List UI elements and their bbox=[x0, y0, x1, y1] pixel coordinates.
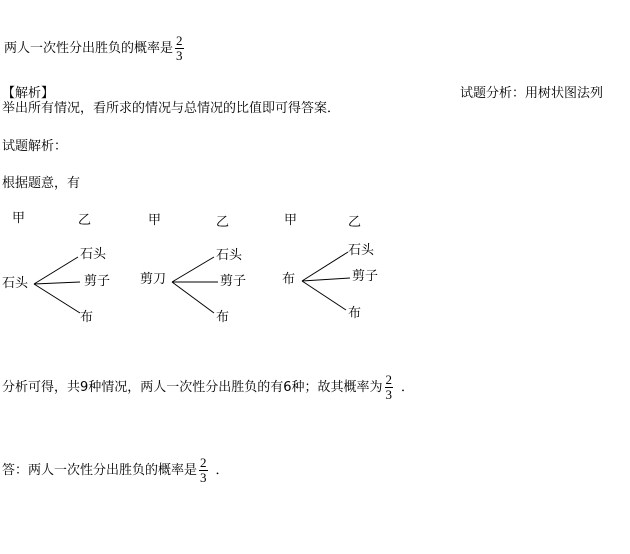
analysis-heading: 【解析】 bbox=[2, 86, 55, 101]
fraction-denominator: 3 bbox=[385, 387, 393, 402]
answer-line bbox=[2, 456, 229, 485]
tree-root: 布 bbox=[282, 272, 296, 287]
tree-branch bbox=[172, 282, 214, 313]
tree-branch bbox=[172, 257, 214, 282]
solution-heading: 试题解析： bbox=[2, 139, 68, 154]
tree-leaf: 剪子 bbox=[352, 269, 379, 284]
tree-root: 剪刀 bbox=[140, 272, 167, 287]
tree-branch bbox=[302, 252, 348, 281]
tree-branch bbox=[302, 278, 350, 281]
fraction-numerator: 2 bbox=[176, 33, 183, 48]
fraction-numerator: 2 bbox=[200, 455, 207, 470]
conclusion-suffix: ． bbox=[401, 380, 415, 395]
fraction-numerator: 2 bbox=[385, 372, 393, 387]
tree-header-yi: 乙 bbox=[348, 215, 362, 230]
tree-leaf: 石头 bbox=[348, 243, 375, 258]
answer-suffix: ． bbox=[215, 463, 229, 478]
tree-leaf: 布 bbox=[348, 306, 362, 321]
tree-header-jia: 甲 bbox=[148, 213, 162, 228]
conclusion-line bbox=[2, 373, 414, 402]
tree-header-yi: 乙 bbox=[216, 215, 230, 230]
fraction-denominator: 3 bbox=[176, 48, 183, 63]
tree-leaf: 石头 bbox=[216, 248, 243, 263]
analysis-right-text: 试题分析：用树状图法列 bbox=[460, 86, 604, 101]
conclusion-fraction bbox=[385, 373, 394, 402]
tree-header-jia: 甲 bbox=[284, 213, 298, 228]
tree-root: 石头 bbox=[2, 276, 29, 291]
answer-fraction bbox=[199, 456, 208, 485]
answer-text: 答：两人一次性分出胜负的概率是 bbox=[2, 463, 198, 478]
tree-leaf: 剪子 bbox=[84, 274, 111, 289]
conclusion-text: 分析可得，共9种情况，两人一次性分出胜负的有6种；故其概率为 bbox=[2, 380, 383, 395]
tree-branch bbox=[34, 282, 80, 284]
tree-branch bbox=[34, 284, 80, 313]
tree-leaf: 布 bbox=[80, 310, 94, 325]
tree-header-jia: 甲 bbox=[12, 211, 26, 226]
tree-leaf: 剪子 bbox=[220, 274, 247, 289]
tree-branch bbox=[34, 257, 78, 284]
tree-leaf: 布 bbox=[216, 310, 230, 325]
according-text: 根据题意，有 bbox=[2, 176, 81, 191]
tree-header-yi: 乙 bbox=[78, 213, 92, 228]
tree-leaf: 石头 bbox=[80, 247, 107, 262]
tree-branch bbox=[302, 281, 346, 310]
fraction-denominator: 3 bbox=[200, 470, 207, 485]
question-text: 两人一次性分出胜负的概率是 bbox=[4, 41, 174, 56]
analysis-line-2: 举出所有情况，看所求的情况与总情况的比值即可得答案． bbox=[2, 101, 341, 116]
